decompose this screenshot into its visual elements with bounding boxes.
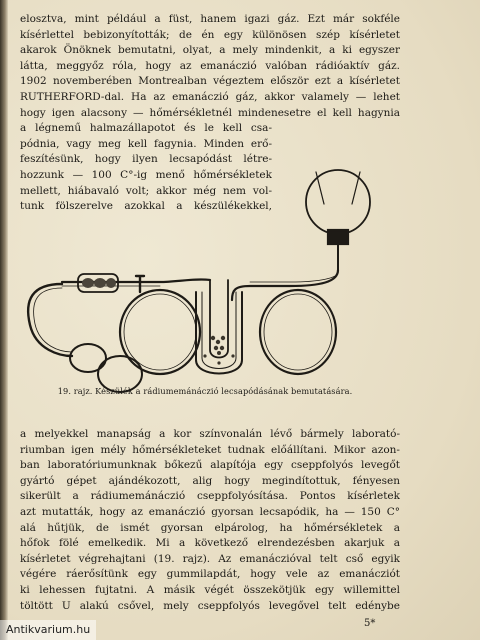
text-line: akarok Önöknek bemutatni, olyat, a mely mindenkit, a ki egyszer — [20, 44, 400, 57]
figure-caption: 19. rajz. Készülék a rádiumemánáczió lecsapódásának bemutatására. — [57, 386, 353, 396]
text-line: látta, meggyőz róla, hogy az emanáczió valóban rádióaktív gáz. — [20, 59, 400, 72]
willemite-filling — [203, 336, 234, 365]
apparatus-illustration — [20, 160, 390, 400]
text-line: ki lehessen fujtatni. A másik végét összekötjük egy willemittel — [20, 583, 400, 596]
text-line: kísérletet végrehajtani (19. rajz). Az emanáczióval telt cső egyik — [20, 552, 400, 565]
text-line: a melyekkel manapság a kor színvonalán lévő bármely laborató- — [20, 428, 400, 440]
u-tube — [210, 280, 228, 358]
text-line: végére ráerősítünk egy gummilapdát, hogy vele az emanácziót — [20, 568, 400, 581]
rubber-hose — [28, 284, 72, 356]
bulb-stopper — [328, 230, 348, 244]
watermark: Antikvarium.hu — [0, 620, 96, 640]
text-line: mellett, hiábavaló volt; akkor még nem vol- — [20, 184, 272, 197]
text-line: feszítésünk, hogy ilyen lecsapódást létre- — [20, 153, 272, 166]
text-line: elosztva, mint például a füst, hanem igazi gáz. Ezt már sokféle — [20, 13, 400, 25]
bulb-filament — [316, 172, 360, 204]
text-line: sikerült a rádiumemánáczió cseppfolyósítása. Pontos kísérletek — [20, 490, 400, 503]
text-line: töltött U alakú csővel, mely cseppfolyós levegővel telt edénybe — [20, 599, 400, 612]
text-line: alá hűtjük, de ismét gyorsan elpárolog, ha hőmérsékletek a — [20, 521, 400, 534]
text-line: RUTHERFORD-dal. Ha az emanáczió gáz, akkor valamely — lehet — [20, 90, 400, 103]
glass-bulb — [306, 170, 370, 234]
text-line: gyártó gépet ajándékozott, alig hogy megindítottuk, fényesen — [20, 474, 400, 487]
text-line: tunk fölszerelve azokkal a készülékekkel, — [20, 200, 272, 213]
text-line: azt mutatták, hogy az emanáczió gyorsan lecsapódik, ha — 150 C° — [20, 505, 400, 518]
text-line: 1902 novemberében Montrealban végeztem először ezt a kísérletet — [20, 75, 400, 88]
text-line: ban laboratóriumunknak bőkezű alapítója egy cseppfolyós levegőt — [20, 459, 400, 472]
page-number: 5* — [364, 618, 376, 629]
connecting-tube-right — [232, 270, 338, 300]
text-line: a légnemű halmazállapotot és le kell csa- — [20, 122, 272, 135]
book-spine-shadow — [0, 0, 8, 640]
body-text-bottom — [20, 427, 400, 614]
text-line: riumban igen mély hőmérsékleteket tudnak előállítani. Mikor azon- — [20, 443, 400, 456]
text-line: kísérlettel bebizonyították; de én egy különösen szép kísérletet — [20, 28, 400, 41]
tube-coil-left — [120, 290, 200, 374]
text-line: hogy igen alacsony — hőmérsékletnél mindenesetre el kell hagynia — [20, 106, 400, 119]
emanation-content — [82, 278, 116, 288]
stopcock — [136, 276, 144, 292]
text-line: hőfok fölé emelkedik. Mi a következő elrendezésben akarjuk a — [20, 537, 400, 550]
text-line: hozzunk — 100 C°-ig menő hőmérsékletek — [20, 168, 272, 181]
text-line: pódnia, vagy meg kell fagynia. Minden erő- — [20, 137, 272, 150]
tube-coil-right — [260, 290, 336, 374]
